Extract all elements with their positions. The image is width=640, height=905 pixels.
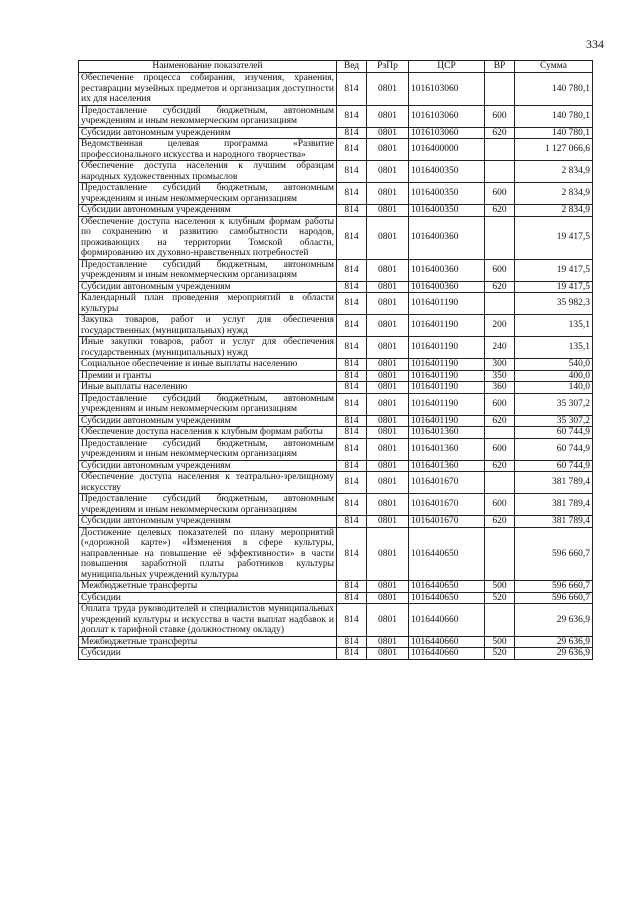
cell-sum: 35 982,3: [515, 293, 593, 315]
cell-name: Оплата труда руководителей и специалистов муниципальных учреждений культуры и искусства в части выплат надбавок и доплат к тарифной ставке (должностному окладу): [79, 604, 337, 637]
cell-vr: 500: [485, 636, 515, 648]
header-csr: ЦСР: [409, 61, 485, 73]
cell-vr: [485, 472, 515, 494]
cell-ved: 814: [337, 494, 367, 516]
cell-ved: 814: [337, 105, 367, 127]
cell-vr: 600: [485, 494, 515, 516]
cell-csr: 1016103060: [409, 73, 485, 106]
cell-rzpr: 0801: [367, 636, 409, 648]
cell-name: Обеспечение доступа населения к лучшим образцам народных художественных промыслов: [79, 161, 337, 183]
cell-csr: 1016401670: [409, 494, 485, 516]
cell-vr: 600: [485, 105, 515, 127]
cell-rzpr: 0801: [367, 370, 409, 382]
cell-sum: 35 307,2: [515, 393, 593, 415]
cell-vr: 620: [485, 281, 515, 293]
cell-rzpr: 0801: [367, 527, 409, 581]
cell-csr: 1016440650: [409, 592, 485, 604]
cell-vr: 350: [485, 370, 515, 382]
cell-vr: 600: [485, 393, 515, 415]
cell-name: Межбюджетные трансферты: [79, 636, 337, 648]
cell-name: Обеспечение доступа населения к клубным формам работы: [79, 427, 337, 439]
cell-ved: 814: [337, 636, 367, 648]
cell-csr: 1016401190: [409, 415, 485, 427]
cell-vr: 500: [485, 581, 515, 593]
table-row: [79, 127, 593, 139]
cell-sum: 140 780,1: [515, 127, 593, 139]
cell-vr: 620: [485, 516, 515, 528]
cell-name: Предоставление субсидий бюджетным, автономным учреждениям и иным некоммерческим организациям: [79, 259, 337, 281]
cell-sum: 29 636,9: [515, 636, 593, 648]
table-row: [79, 359, 593, 371]
cell-csr: 1016401190: [409, 370, 485, 382]
cell-sum: 140 780,1: [515, 105, 593, 127]
cell-name: Предоставление субсидий бюджетным, автономным учреждениям и иным некоммерческим организациям: [79, 183, 337, 205]
cell-sum: 381 789,4: [515, 516, 593, 528]
cell-csr: 1016400350: [409, 183, 485, 205]
cell-name: Обеспечение процесса собирания, изучения, хранения, реставрации музейных предметов и организация доступности их для населения: [79, 73, 337, 106]
table-row: [79, 183, 593, 205]
cell-vr: 620: [485, 205, 515, 217]
cell-rzpr: 0801: [367, 183, 409, 205]
cell-sum: 381 789,4: [515, 472, 593, 494]
cell-csr: 1016440650: [409, 581, 485, 593]
table-row: [79, 581, 593, 593]
table-row: [79, 382, 593, 394]
cell-csr: 1016440650: [409, 527, 485, 581]
cell-csr: 1016401190: [409, 315, 485, 337]
cell-rzpr: 0801: [367, 161, 409, 183]
cell-vr: 620: [485, 127, 515, 139]
cell-vr: [485, 427, 515, 439]
cell-rzpr: 0801: [367, 472, 409, 494]
cell-vr: 620: [485, 415, 515, 427]
cell-rzpr: 0801: [367, 427, 409, 439]
cell-sum: 140,0: [515, 382, 593, 394]
cell-csr: 1016103060: [409, 105, 485, 127]
cell-name: Субсидии автономным учреждениям: [79, 127, 337, 139]
cell-name: Субсидии автономным учреждениям: [79, 205, 337, 217]
table-row: [79, 393, 593, 415]
cell-ved: 814: [337, 315, 367, 337]
cell-rzpr: 0801: [367, 516, 409, 528]
table-row: [79, 205, 593, 217]
header-ved: Вед: [337, 61, 367, 73]
header-sum: Сумма: [515, 61, 593, 73]
table-row: [79, 648, 593, 660]
cell-name: Межбюджетные трансферты: [79, 581, 337, 593]
cell-csr: 1016400360: [409, 216, 485, 259]
cell-ved: 814: [337, 393, 367, 415]
cell-sum: 35 307,2: [515, 415, 593, 427]
cell-sum: 2 834,9: [515, 161, 593, 183]
cell-name: Субсидии: [79, 592, 337, 604]
cell-ved: 814: [337, 281, 367, 293]
cell-ved: 814: [337, 604, 367, 637]
table-row: [79, 427, 593, 439]
cell-sum: 140 780,1: [515, 73, 593, 106]
cell-name: Субсидии автономным учреждениям: [79, 281, 337, 293]
cell-ved: 814: [337, 216, 367, 259]
cell-rzpr: 0801: [367, 604, 409, 637]
cell-sum: 135,1: [515, 337, 593, 359]
cell-csr: 1016401670: [409, 472, 485, 494]
cell-csr: 1016401190: [409, 382, 485, 394]
cell-sum: 60 744,9: [515, 427, 593, 439]
cell-name: Субсидии автономным учреждениям: [79, 516, 337, 528]
table-row: [79, 472, 593, 494]
cell-name: Ведомственная целевая программа «Развитие профессионального искусства и народного творчества»: [79, 139, 337, 161]
cell-vr: [485, 527, 515, 581]
cell-ved: 814: [337, 592, 367, 604]
cell-name: Закупка товаров, работ и услуг для обеспечения государственных (муниципальных) нужд: [79, 315, 337, 337]
cell-rzpr: 0801: [367, 216, 409, 259]
table-row: [79, 438, 593, 460]
cell-name: Субсидии автономным учреждениям: [79, 460, 337, 472]
cell-sum: 19 417,5: [515, 281, 593, 293]
cell-sum: 596 660,7: [515, 581, 593, 593]
table-row: [79, 73, 593, 106]
page-number: 334: [586, 37, 604, 51]
cell-rzpr: 0801: [367, 382, 409, 394]
cell-ved: 814: [337, 415, 367, 427]
cell-rzpr: 0801: [367, 139, 409, 161]
cell-ved: 814: [337, 337, 367, 359]
cell-sum: 19 417,5: [515, 216, 593, 259]
cell-rzpr: 0801: [367, 105, 409, 127]
cell-vr: 360: [485, 382, 515, 394]
cell-rzpr: 0801: [367, 293, 409, 315]
cell-vr: 520: [485, 648, 515, 660]
cell-csr: 1016400350: [409, 161, 485, 183]
cell-vr: [485, 216, 515, 259]
table-row: [79, 370, 593, 382]
cell-sum: 2 834,9: [515, 205, 593, 217]
cell-vr: 620: [485, 460, 515, 472]
table-row: [79, 494, 593, 516]
cell-rzpr: 0801: [367, 592, 409, 604]
cell-rzpr: 0801: [367, 73, 409, 106]
cell-vr: 600: [485, 259, 515, 281]
cell-rzpr: 0801: [367, 438, 409, 460]
budget-table: [78, 60, 593, 660]
cell-csr: 1016401190: [409, 337, 485, 359]
cell-rzpr: 0801: [367, 415, 409, 427]
table-row: [79, 315, 593, 337]
cell-rzpr: 0801: [367, 494, 409, 516]
cell-name: Обеспечение доступа населения к театрально-зрелищному искусству: [79, 472, 337, 494]
cell-csr: 1016400360: [409, 281, 485, 293]
header-name: Наименование показателей: [79, 61, 337, 73]
cell-sum: 400,0: [515, 370, 593, 382]
cell-name: Предоставление субсидий бюджетным, автономным учреждениям и иным некоммерческим организациям: [79, 105, 337, 127]
cell-vr: [485, 293, 515, 315]
table-row: [79, 105, 593, 127]
cell-ved: 814: [337, 139, 367, 161]
table-row: [79, 516, 593, 528]
header-row: [79, 61, 593, 73]
cell-rzpr: 0801: [367, 460, 409, 472]
cell-name: Иные закупки товаров, работ и услуг для обеспечения государственных (муниципальных) нужд: [79, 337, 337, 359]
cell-csr: 1016400350: [409, 205, 485, 217]
cell-csr: 1016401670: [409, 516, 485, 528]
cell-name: Субсидии автономным учреждениям: [79, 415, 337, 427]
cell-ved: 814: [337, 370, 367, 382]
cell-ved: 814: [337, 516, 367, 528]
cell-csr: 1016103060: [409, 127, 485, 139]
cell-name: Предоставление субсидий бюджетным, автономным учреждениям и иным некоммерческим организациям: [79, 438, 337, 460]
cell-vr: [485, 161, 515, 183]
cell-sum: 2 834,9: [515, 183, 593, 205]
cell-sum: 596 660,7: [515, 592, 593, 604]
cell-ved: 814: [337, 259, 367, 281]
cell-sum: 596 660,7: [515, 527, 593, 581]
cell-csr: 1016401360: [409, 438, 485, 460]
cell-ved: 814: [337, 438, 367, 460]
table-row: [79, 527, 593, 581]
cell-sum: 29 636,9: [515, 648, 593, 660]
cell-csr: 1016440660: [409, 648, 485, 660]
cell-rzpr: 0801: [367, 315, 409, 337]
cell-csr: 1016401360: [409, 460, 485, 472]
cell-vr: 240: [485, 337, 515, 359]
cell-sum: 540,0: [515, 359, 593, 371]
cell-sum: 60 744,9: [515, 438, 593, 460]
cell-csr: 1016401190: [409, 359, 485, 371]
cell-csr: 1016400000: [409, 139, 485, 161]
cell-ved: 814: [337, 527, 367, 581]
cell-rzpr: 0801: [367, 259, 409, 281]
cell-sum: 60 744,9: [515, 460, 593, 472]
cell-name: Календарный план проведения мероприятий в области культуры: [79, 293, 337, 315]
table-row: [79, 216, 593, 259]
cell-vr: 600: [485, 183, 515, 205]
cell-vr: 600: [485, 438, 515, 460]
table-row: [79, 592, 593, 604]
table-row: [79, 415, 593, 427]
cell-rzpr: 0801: [367, 648, 409, 660]
cell-ved: 814: [337, 359, 367, 371]
cell-ved: 814: [337, 648, 367, 660]
header-vr: ВР: [485, 61, 515, 73]
cell-ved: 814: [337, 382, 367, 394]
cell-name: Достижение целевых показателей по плану мероприятий («дорожной карте») «Изменения в сфере культуры, направленные на повышение её эффективности» в части повышения заработной платы работников культуры муниципальных учреждений культуры: [79, 527, 337, 581]
table-row: [79, 337, 593, 359]
cell-rzpr: 0801: [367, 205, 409, 217]
cell-rzpr: 0801: [367, 393, 409, 415]
cell-ved: 814: [337, 127, 367, 139]
cell-ved: 814: [337, 293, 367, 315]
table-row: [79, 604, 593, 637]
cell-name: Предоставление субсидий бюджетным, автономным учреждениям и иным некоммерческим организациям: [79, 494, 337, 516]
cell-csr: 1016401360: [409, 427, 485, 439]
cell-vr: 300: [485, 359, 515, 371]
cell-ved: 814: [337, 472, 367, 494]
cell-ved: 814: [337, 183, 367, 205]
cell-csr: 1016401190: [409, 393, 485, 415]
cell-ved: 814: [337, 427, 367, 439]
cell-name: Иные выплаты населению: [79, 382, 337, 394]
cell-sum: 19 417,5: [515, 259, 593, 281]
cell-csr: 1016440660: [409, 604, 485, 637]
cell-sum: 29 636,9: [515, 604, 593, 637]
table-row: [79, 161, 593, 183]
cell-csr: 1016400360: [409, 259, 485, 281]
table-row: [79, 139, 593, 161]
cell-rzpr: 0801: [367, 359, 409, 371]
cell-ved: 814: [337, 460, 367, 472]
cell-name: Обеспечение доступа населения к клубным формам работы по сохранению и развитию самобытности народов, проживающих на территории Томской области, формированию их духовно-нравственных потребностей: [79, 216, 337, 259]
cell-rzpr: 0801: [367, 127, 409, 139]
cell-vr: [485, 73, 515, 106]
table-row: [79, 293, 593, 315]
cell-sum: 1 127 066,6: [515, 139, 593, 161]
cell-rzpr: 0801: [367, 581, 409, 593]
cell-vr: [485, 139, 515, 161]
cell-csr: 1016401190: [409, 293, 485, 315]
cell-ved: 814: [337, 73, 367, 106]
table-row: [79, 259, 593, 281]
table-row: [79, 636, 593, 648]
table-row: [79, 281, 593, 293]
cell-name: Предоставление субсидий бюджетным, автономным учреждениям и иным некоммерческим организациям: [79, 393, 337, 415]
cell-rzpr: 0801: [367, 281, 409, 293]
cell-sum: 135,1: [515, 315, 593, 337]
cell-vr: [485, 604, 515, 637]
table-row: [79, 460, 593, 472]
table-body: [79, 73, 593, 660]
cell-name: Социальное обеспечение и иные выплаты населению: [79, 359, 337, 371]
cell-sum: 381 789,4: [515, 494, 593, 516]
cell-ved: 814: [337, 161, 367, 183]
cell-csr: 1016440660: [409, 636, 485, 648]
cell-vr: 200: [485, 315, 515, 337]
cell-name: Премии и гранты: [79, 370, 337, 382]
cell-rzpr: 0801: [367, 337, 409, 359]
header-rzpr: РзПр: [367, 61, 409, 73]
cell-vr: 520: [485, 592, 515, 604]
cell-ved: 814: [337, 581, 367, 593]
cell-name: Субсидии: [79, 648, 337, 660]
cell-ved: 814: [337, 205, 367, 217]
table-header: [79, 61, 593, 73]
